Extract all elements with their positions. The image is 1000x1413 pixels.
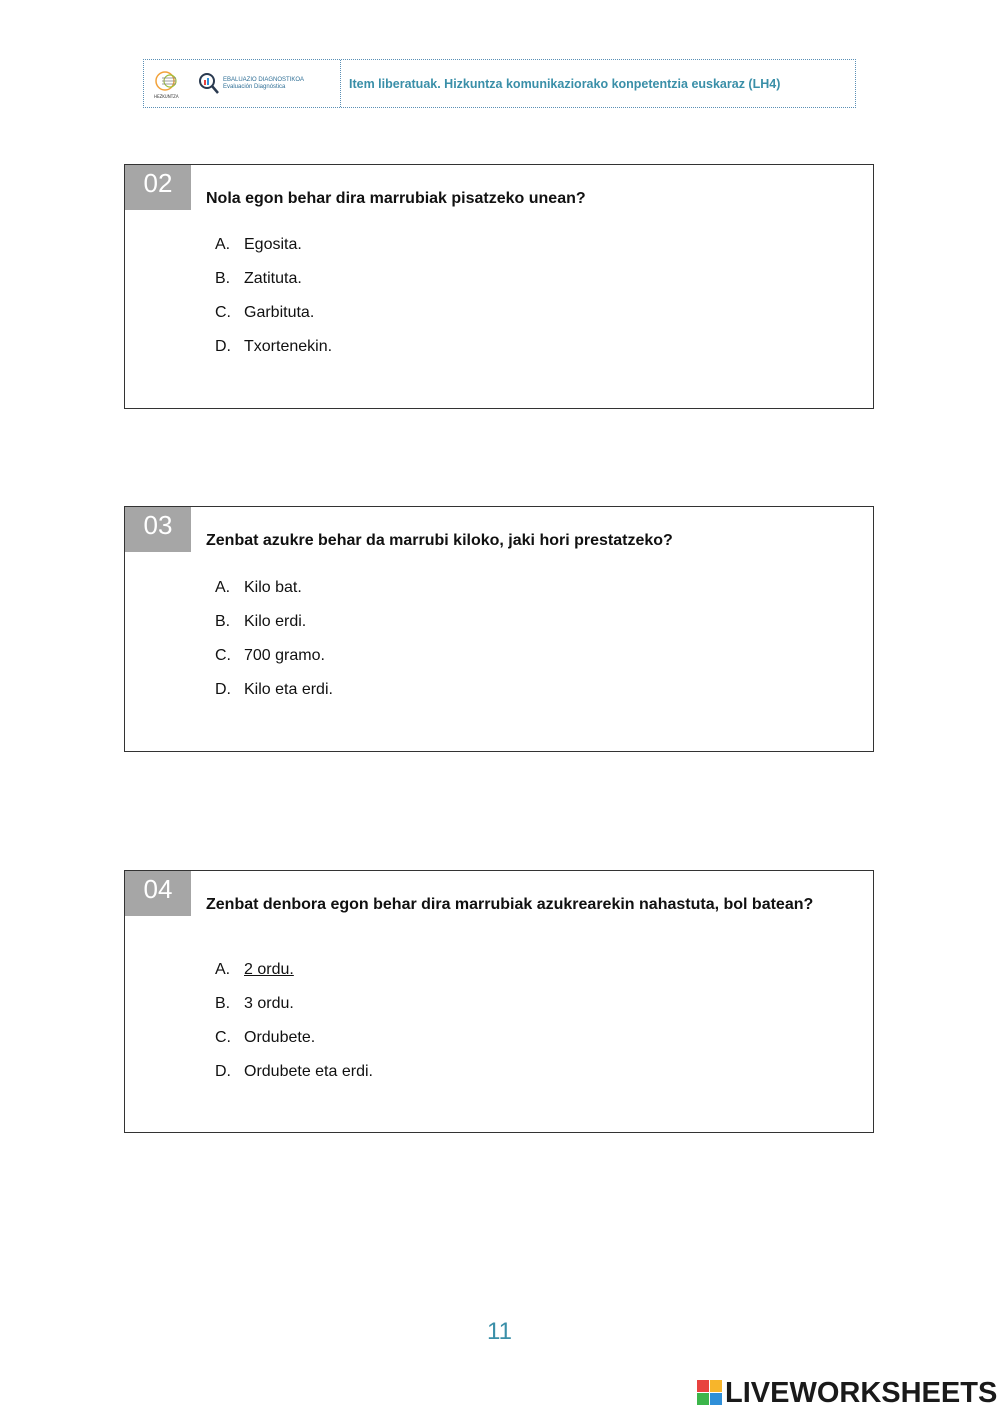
- option-text: Kilo bat.: [244, 579, 302, 596]
- option-letter: B.: [215, 995, 231, 1012]
- option-text: 3 ordu.: [244, 995, 294, 1012]
- watermark-text: LIVEWORKSHEETS: [725, 1376, 998, 1409]
- liveworksheets-logo-icon: [697, 1380, 723, 1406]
- option-text: Egosita.: [244, 236, 302, 253]
- question-number: 04: [125, 871, 191, 916]
- page-number: 11: [487, 1318, 512, 1345]
- option-letter: A.: [215, 961, 231, 978]
- options-list: [215, 236, 332, 372]
- page-header: [143, 59, 856, 108]
- question-number: 03: [125, 507, 191, 552]
- option-letter: A.: [215, 579, 231, 596]
- option-text: Garbituta.: [244, 304, 315, 321]
- option-text: Kilo eta erdi.: [244, 681, 333, 698]
- option-letter: C.: [215, 1029, 231, 1046]
- option-text: Kilo erdi.: [244, 613, 307, 630]
- logo-line-2: Evaluación Diagnóstica: [223, 83, 286, 90]
- header-title: Item liberatuak. Hizkuntza komunikaziorako konpetentzia euskaraz (LH4): [349, 76, 781, 91]
- logo-caption: HEZKUNTZA: [154, 93, 179, 99]
- education-logo-icon: [152, 68, 184, 100]
- option-text: Txortenekin.: [244, 338, 333, 355]
- header-logos: [144, 60, 341, 107]
- question-box: [124, 506, 874, 752]
- question-text: Zenbat denbora egon behar dira marrubiak azukrearekin nahastuta, bol batean?: [206, 896, 814, 913]
- option-text: Ordubete eta erdi.: [244, 1063, 373, 1080]
- question-box: [124, 164, 874, 409]
- option-d[interactable]: [215, 1063, 373, 1097]
- option-letter: B.: [215, 270, 231, 287]
- question-box: [124, 870, 874, 1133]
- option-c[interactable]: [215, 304, 332, 338]
- option-d[interactable]: [215, 681, 333, 715]
- option-b[interactable]: [215, 613, 333, 647]
- option-letter: C.: [215, 647, 231, 664]
- option-letter: C.: [215, 304, 231, 321]
- option-text: Ordubete.: [244, 1029, 316, 1046]
- option-letter: D.: [215, 338, 231, 355]
- option-d[interactable]: [215, 338, 332, 372]
- magnifier-icon: [198, 72, 220, 96]
- option-letter: D.: [215, 681, 231, 698]
- option-a[interactable]: [215, 579, 333, 613]
- question-text: Zenbat azukre behar da marrubi kiloko, jaki hori prestatzeko?: [206, 532, 673, 549]
- option-a[interactable]: [215, 236, 332, 270]
- option-letter: A.: [215, 236, 231, 253]
- option-c[interactable]: [215, 647, 333, 681]
- logo-line-1: EBALUAZIO DIAGNOSTIKOA: [223, 76, 305, 83]
- option-letter: B.: [215, 613, 231, 630]
- option-letter: D.: [215, 1063, 231, 1080]
- options-list: [215, 961, 373, 1097]
- options-list: [215, 579, 333, 715]
- question-text: Nola egon behar dira marrubiak pisatzeko unean?: [206, 190, 586, 207]
- option-text: 700 gramo.: [244, 647, 325, 664]
- option-b[interactable]: [215, 270, 332, 304]
- option-a[interactable]: [215, 961, 373, 995]
- option-b[interactable]: [215, 995, 373, 1029]
- option-c[interactable]: [215, 1029, 373, 1063]
- question-number: 02: [125, 165, 191, 210]
- option-text: 2 ordu.: [244, 961, 294, 978]
- liveworksheets-watermark: [697, 1377, 997, 1409]
- option-text: Zatituta.: [244, 270, 302, 287]
- diagnostic-logo: [198, 72, 304, 96]
